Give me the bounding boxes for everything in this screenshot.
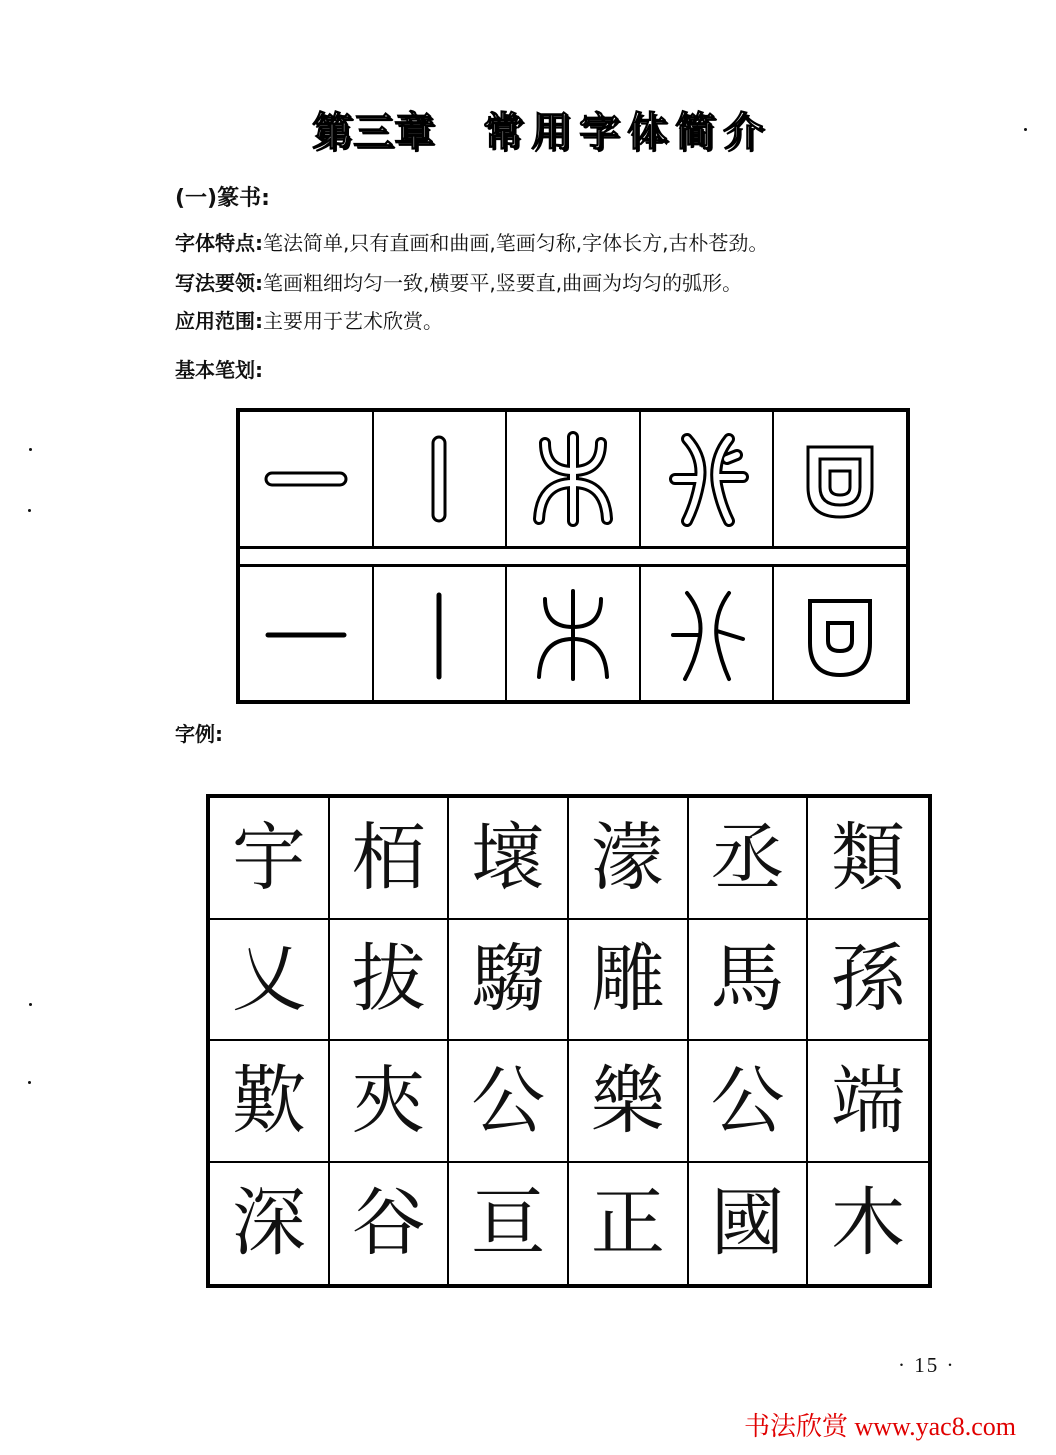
page-number: · 15 ·: [898, 1353, 956, 1377]
stroke-cell-side-curves: [641, 412, 775, 546]
method-text: 笔画粗细均匀一致,横要平,竖要直,曲画为均匀的弧形。: [263, 271, 743, 295]
chapter-name: 常用字体简介: [483, 107, 771, 155]
method-label: 写法要领:: [175, 271, 263, 295]
seal-char: 拔: [330, 920, 450, 1042]
chapter-title: [300, 98, 800, 158]
seal-char: 丞: [689, 798, 809, 920]
vertical-stroke-icon: [389, 585, 489, 685]
features-label: 字体特点:: [175, 231, 263, 255]
watermark: 书法欣赏 www.yac8.com: [744, 1412, 1016, 1441]
scan-speck: [28, 509, 31, 512]
stroke-cell-enclosing: [774, 412, 906, 546]
scan-speck: [1024, 128, 1027, 131]
stroke-cell-vertical: [374, 412, 508, 546]
seal-char: 孫: [808, 920, 928, 1042]
scope-label: 应用范围:: [175, 309, 263, 333]
seal-char: 馬: [689, 920, 809, 1042]
seal-char: 類: [808, 798, 928, 920]
basic-strokes-label: 基本笔划:: [175, 358, 263, 382]
stroke-cell-vertical: [374, 567, 508, 703]
features-line: [175, 230, 768, 256]
enclosing-stroke-icon: [790, 429, 890, 529]
seal-char: 騶: [449, 920, 569, 1042]
scan-speck: [28, 1081, 31, 1084]
side-curves-stroke-icon: [657, 429, 757, 529]
seal-char: 栢: [330, 798, 450, 920]
section-heading: (一)篆书:: [175, 186, 270, 211]
seal-char: 木: [831, 1180, 906, 1267]
basic-strokes-table: [236, 408, 910, 704]
side-curves-stroke-icon: [657, 585, 757, 685]
stroke-cell-side-curves: [641, 567, 775, 703]
enclosing-stroke-icon: [790, 585, 890, 685]
outline-strokes-row: [240, 412, 906, 549]
seal-char: 濛: [569, 798, 689, 920]
vertical-stroke-icon: [389, 429, 489, 529]
scan-speck: [29, 448, 32, 451]
seal-char: 樂: [569, 1041, 689, 1163]
stroke-cell-horizontal: [240, 412, 374, 546]
stroke-cell-enclosing: [774, 567, 906, 703]
scope-line: [175, 308, 443, 334]
stroke-cell-branch: [507, 567, 641, 703]
seal-char: 乂: [210, 920, 330, 1042]
stroke-cell-horizontal: [240, 567, 374, 703]
horizontal-stroke-icon: [256, 585, 356, 685]
branch-stroke-icon: [523, 429, 623, 529]
seal-char: 雕: [569, 920, 689, 1042]
seal-char: 夾: [330, 1041, 450, 1163]
features-text: 笔法简单,只有直画和曲画,笔画匀称,字体长方,古朴苍劲。: [263, 231, 769, 255]
seal-char: 端: [808, 1041, 928, 1163]
character-examples-table: [206, 794, 932, 1288]
seal-char: 國: [689, 1163, 809, 1285]
chapter-number: 第三章: [312, 108, 435, 155]
method-line: [175, 270, 742, 296]
seal-char: 公: [449, 1041, 569, 1163]
horizontal-stroke-icon: [256, 429, 356, 529]
examples-label: 字例:: [175, 722, 223, 746]
seal-char: 深: [210, 1163, 330, 1285]
stroke-cell-branch: [507, 412, 641, 546]
seal-char: 谷: [330, 1163, 450, 1285]
seal-char: 歎: [210, 1041, 330, 1163]
branch-stroke-icon: [523, 585, 623, 685]
scan-speck: [29, 1003, 32, 1006]
seal-char: 正: [569, 1163, 689, 1285]
seal-char: 公: [689, 1041, 809, 1163]
seal-char: 壞: [449, 798, 569, 920]
seal-char: 宇: [210, 798, 330, 920]
seal-char: 亘: [449, 1163, 569, 1285]
solid-strokes-row: [240, 564, 906, 703]
scope-text: 主要用于艺术欣赏。: [263, 309, 443, 333]
